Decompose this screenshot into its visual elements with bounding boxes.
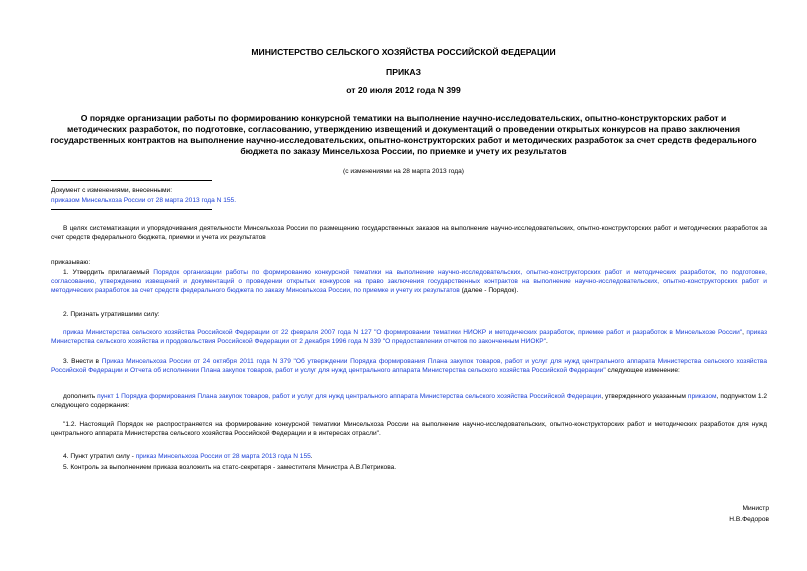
changes-link[interactable]: приказом Минсельхоза России от 28 марта 2013 года N 155. (51, 197, 237, 204)
amended-note: (с изменениями на 28 марта 2013 года) (343, 168, 464, 175)
supplement-prefix: дополнить (63, 393, 98, 400)
item-2-end: . (546, 338, 548, 346)
item-2-repealed (51, 328, 767, 346)
supplement-point-link[interactable]: пункт 1 Порядка формирования Плана закупок товаров, работ и услуг для нужд центрального аппарата Министерства сельского хозяйства Российской Федерации (97, 393, 602, 400)
repealed-order-339-link[interactable]: приказ Министерства сельского хозяйства и продовольствия Российской Федерации от 2 декабря 1996 года N 339 "О предоставлении отчетов по законченным НИОКР" (51, 329, 767, 346)
signature-position: Министр (742, 505, 769, 512)
bottom-rule (51, 209, 212, 210)
doc-type-heading: ПРИКАЗ (386, 67, 421, 77)
top-rule (51, 180, 212, 181)
signature-name: Н.В.Федоров (729, 516, 769, 523)
item-2-separator: , (742, 329, 747, 336)
ministry-heading: МИНИСТЕРСТВО СЕЛЬСКОГО ХОЗЯЙСТВА РОССИЙСКОЙ ФЕДЕРАЦИИ (251, 47, 556, 57)
item-3-suffix: следующее изменение: (605, 367, 680, 375)
document-title: О порядке организации работы по формированию конкурсной тематики на выполнение научно-исследовательских, опытно-конструкторских работ и методических разработок, по подготовке, согласованию, утверждению извещений и документаций о проведении открытых конкурсов на право заключения государственных контрактов на выполнение научно-исследовательских, опытно-конструкторских работ и методических разработок за счет средств федерального бюджета по заказу Минсельхоза России, по приемке и учету их результатов (50, 113, 757, 156)
date-number-heading: от 20 июля 2012 года N 399 (346, 85, 461, 95)
supplement-mid: , утвержденного указанным (601, 393, 688, 400)
item-4-prefix: 4. Пункт утратил силу - (63, 453, 136, 460)
item-1-suffix: (далее - Порядок). (459, 287, 519, 295)
changes-label: Документ с изменениями, внесенными: (51, 187, 173, 194)
supplement-order-link[interactable]: приказом (687, 393, 717, 400)
item-1-prefix: 1. Утвердить прилагаемый (63, 269, 154, 276)
item-3-supplement (51, 392, 767, 410)
item-4 (51, 452, 767, 461)
item-1 (51, 268, 767, 296)
item-3-prefix: 3. Внести в (63, 358, 102, 365)
item-2: 2. Признать утратившими силу: (63, 311, 160, 318)
item-1-link[interactable]: Порядок организации работы по формированию конкурсной тематики на выполнение научно-исследовательских, опытно-конструкторских работ и методических разработок, по подготовке, согласованию, утверждению извещений и документаций о проведении открытых конкурсов на право заключения государственных контрактов на выполнение научно-исследовательских, опытно-конструкторских работ и методических разработок за счет средств федерального бюджета по заказу Минсельхоза России, по приемке и учету их результатов (51, 269, 767, 295)
preamble: В целях систематизации и упорядочивания деятельности Минсельхоза России по размещению государственных заказов на выполнение научно-исследовательских, опытно-конструкторских работ и методических разработок за счет средств федерального бюджета, приемки и учета их результатов (51, 225, 767, 242)
item-4-end: . (310, 453, 313, 460)
item-3 (51, 357, 767, 375)
supplement-end: , подпунктом 1.2 следующего содержания: (51, 393, 767, 410)
order-word: приказываю: (51, 259, 91, 266)
repealed-order-127-link[interactable]: приказ Министерства сельского хозяйства Российской Федерации от 22 февраля 2007 года N 127 "О формировании тематики НИОКР и методических разработок, приемке работ и разработок в Минсельхозе России" (63, 329, 743, 336)
item-3-order-379-link[interactable]: Приказ Минсельхоза России от 24 октября 2011 года N 379 "Об утверждении Порядка формирования Плана закупок товаров, работ и услуг для нужд центрального аппарата Министерства сельского хозяйства Российской Федерации и Отчета об исполнении Плана закупок товаров, работ и услуг для нужд центрального аппарата Министерства сельского хозяйства Российской Федерации" (51, 358, 767, 375)
item-5: 5. Контроль за выполнением приказа возложить на статс-секретаря - заместителя Министра А.В.Петрикова. (63, 464, 397, 471)
item-3-quote: "1.2. Настоящий Порядок не распространяется на формирование конкурсной тематики Минсельхоза России на выполнение научно-исследовательских, опытно-конструкторских работ и методических разработок для нужд центрального аппарата Министерства сельского хозяйства Российской Федерации и в интересах отрасли". (51, 421, 767, 438)
changes-link-line (51, 196, 351, 205)
item-4-link[interactable]: приказ Минсельхоза России от 28 марта 2013 года N 155 (135, 453, 311, 460)
